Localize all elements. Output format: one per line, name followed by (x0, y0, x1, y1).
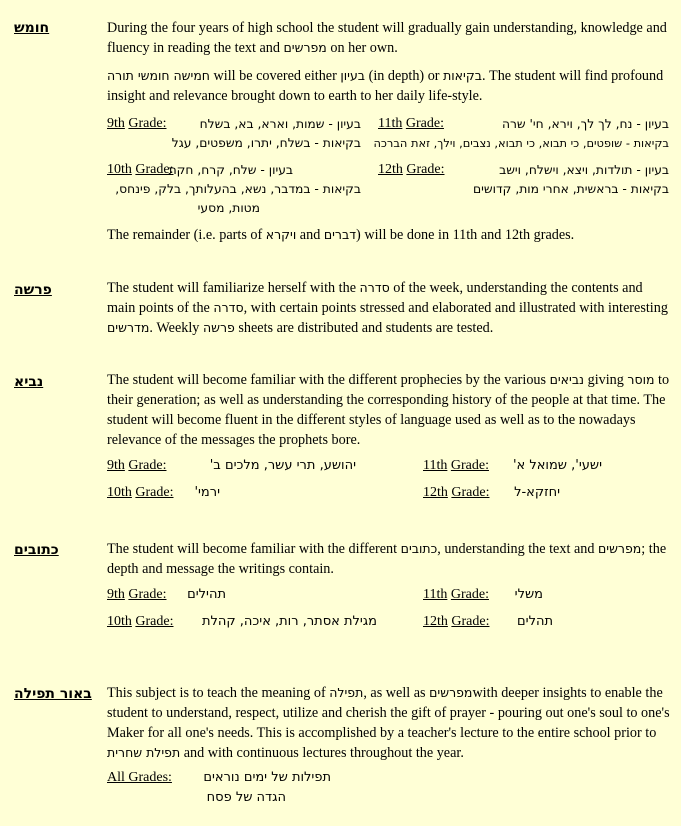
chumash-paragraph-3 (107, 225, 672, 245)
text: The student will become familiar with the different (107, 541, 401, 557)
grade-label-9th (107, 116, 166, 132)
hebrew-term: בעיון (340, 68, 366, 83)
grade-word: Grade: (406, 162, 445, 177)
grade-word: Grade: (135, 485, 174, 500)
chumash-10th-line1: בעיון - שלח, קרח, חקת (168, 163, 293, 177)
grade-label-11th (423, 458, 489, 474)
grade-label-10th (107, 614, 173, 630)
navi-9th-text: יהושע, תרי עשר, מלכים ב' (209, 458, 356, 473)
chumash-paragraph-1 (107, 18, 672, 58)
grade-label-10th (107, 162, 173, 178)
grade-word: Grade: (451, 614, 490, 629)
grade-number: 12th (378, 162, 403, 177)
text: of the week, understanding the contents and main points of the (107, 280, 643, 316)
text: ; the depth and message the writings contain. (107, 541, 667, 577)
hebrew-term: תפילת שחרית (107, 745, 181, 760)
text: to their generation; as well as understanding the corresponding history of the people at that time. The student will become fluent in the different styles of language used as well as to the nowadays relevance of the messages the prophets bore. (107, 372, 670, 448)
section-heading-chumash: חומש (14, 20, 50, 36)
text: The student will familiarize herself with the (107, 280, 360, 296)
text: (in depth) or (365, 68, 444, 84)
grade-number: 9th (107, 116, 125, 131)
grade-number: 10th (107, 485, 132, 500)
hebrew-term: סדרה (359, 280, 390, 295)
grade-number: 11th (423, 458, 448, 473)
grade-word: Grade: (128, 587, 167, 602)
text: During the four years of high school the student will gradually gain understanding, knowledge and fluency in reading the text and (107, 20, 667, 56)
tefilla-line1: תפילות של ימים נוראים (203, 770, 331, 785)
grade-label-11th (378, 116, 444, 132)
grade-number: 9th (107, 587, 125, 602)
hebrew-term: ויקרא (265, 227, 297, 242)
text: , with certain points stressed and elaborated and illustrated with interesting (243, 300, 668, 316)
grade-number: 12th (423, 614, 448, 629)
grade-label-10th (107, 485, 173, 501)
section-heading-tefilla: באור תפילה (14, 686, 92, 702)
all-grades-label (107, 770, 172, 786)
ksuvim-10th-text: מגילת אסתר, רות, איכה, קהלת (202, 614, 377, 629)
grade-number: 11th (423, 587, 448, 602)
hebrew-term: תפילה (329, 685, 364, 700)
navi-paragraph (107, 370, 672, 450)
text: and with continuous lectures throughout the year. (180, 745, 464, 761)
grade-label-9th (107, 587, 166, 603)
grade-label-9th (107, 458, 166, 474)
chumash-9th-line1: בעיון - שמות, וארא, בא, בשלח (199, 117, 361, 131)
text: The remainder (i.e. parts of (107, 227, 266, 243)
chumash-9th-line2: בקיאות - בשלח, יתרו, משפטים, עגל (171, 136, 361, 150)
hebrew-term: מפרשים (597, 541, 642, 556)
grade-label-11th (423, 587, 489, 603)
grade-label-12th (423, 614, 489, 630)
text: and (296, 227, 324, 243)
grade-number: 10th (107, 162, 132, 177)
text: This subject is to teach the meaning of (107, 685, 330, 701)
navi-12th-text: יחזקא-ל (514, 485, 560, 500)
grade-word: Grade: (135, 162, 174, 177)
navi-10th-text: ירמי' (194, 485, 220, 500)
hebrew-term: סדרה (213, 300, 244, 315)
hebrew-term: בקיאות (443, 68, 482, 83)
grade-word: Grade: (451, 485, 490, 500)
grade-word: Grade: (450, 587, 489, 602)
ksuvim-12th-text: תהלים (517, 614, 553, 629)
text: on her own. (326, 40, 398, 56)
hebrew-term: נביאים (549, 372, 585, 387)
hebrew-term: מוסר (627, 372, 655, 387)
ksuvim-paragraph (107, 539, 672, 579)
chumash-10th-line3: מטות, מסעי (197, 201, 260, 215)
grade-word: Grade: (135, 614, 174, 629)
section-heading-parsha: פרשה (14, 282, 52, 298)
chumash-12th-line2: בקיאות - בראשית, אחרי מות, קדושים (473, 182, 669, 196)
hebrew-term: מפרשים (429, 685, 473, 700)
text: ) will be done in 11th and 12th grades. (356, 227, 575, 243)
chumash-12th-line1: בעיון - תולדות, ויצא, וישלח, וישב (499, 163, 669, 177)
text: . Weekly (149, 320, 203, 336)
chumash-11th-line2: בקיאות - שופטים, כי תבוא, כי תבוא, נצבים, וילך, זאת הברכה (373, 136, 669, 150)
section-heading-ksuvim: כתובים (14, 542, 59, 558)
grade-word: Grade: (128, 458, 167, 473)
tefilla-paragraph (107, 683, 672, 763)
hebrew-term: מדרשים (107, 320, 150, 335)
hebrew-term: מפרשים (283, 40, 327, 55)
all-grades-word: All Grades: (107, 770, 172, 785)
text: with deeper insights to enable the student to understand, respect, utilize and cherish the gift of prayer - pouring out one's soul to one's Maker for all one's needs. This is accomplished by a teacher's lecture to the entire school prior to (107, 685, 670, 741)
grade-label-12th (378, 162, 444, 178)
text: , as well as (363, 685, 430, 701)
text: , understanding the text and (437, 541, 598, 557)
hebrew-term: דברים (323, 227, 357, 242)
section-heading-navi: נביא (14, 374, 44, 390)
grade-label-12th (423, 485, 489, 501)
grade-number: 10th (107, 614, 132, 629)
grade-word: Grade: (450, 458, 489, 473)
grade-number: 11th (378, 116, 403, 131)
text: will be covered either (209, 68, 341, 84)
text: . The student will find profound insight and relevance brought down to earth to her daily life-style. (107, 68, 664, 104)
chumash-paragraph-2 (107, 66, 672, 106)
hebrew-term: חמישה חומשי תורה (107, 68, 210, 83)
navi-11th-text: ישעי', שמואל א' (512, 458, 602, 473)
parsha-paragraph (107, 278, 672, 338)
text: The student will become familiar with the different prophecies by the various (107, 372, 550, 388)
chumash-10th-line2: בקיאות - במדבר, נשא, בהעלותך, בלק, פינחס, (115, 182, 361, 196)
grade-word: Grade: (128, 116, 167, 131)
grade-number: 9th (107, 458, 125, 473)
text: sheets are distributed and students are tested. (234, 320, 494, 336)
tefilla-line2: הגדה של פסח (206, 790, 286, 805)
grade-number: 12th (423, 485, 448, 500)
chumash-11th-line1: בעיון - נח, לך לך, וירא, חי' שרה (501, 117, 669, 131)
ksuvim-9th-text: תהילים (187, 587, 226, 602)
grade-word: Grade: (405, 116, 444, 131)
ksuvim-11th-text: משלי (514, 587, 543, 602)
text: giving (584, 372, 628, 388)
hebrew-term: כתובים (400, 541, 438, 556)
hebrew-term: פרשה (202, 320, 235, 335)
